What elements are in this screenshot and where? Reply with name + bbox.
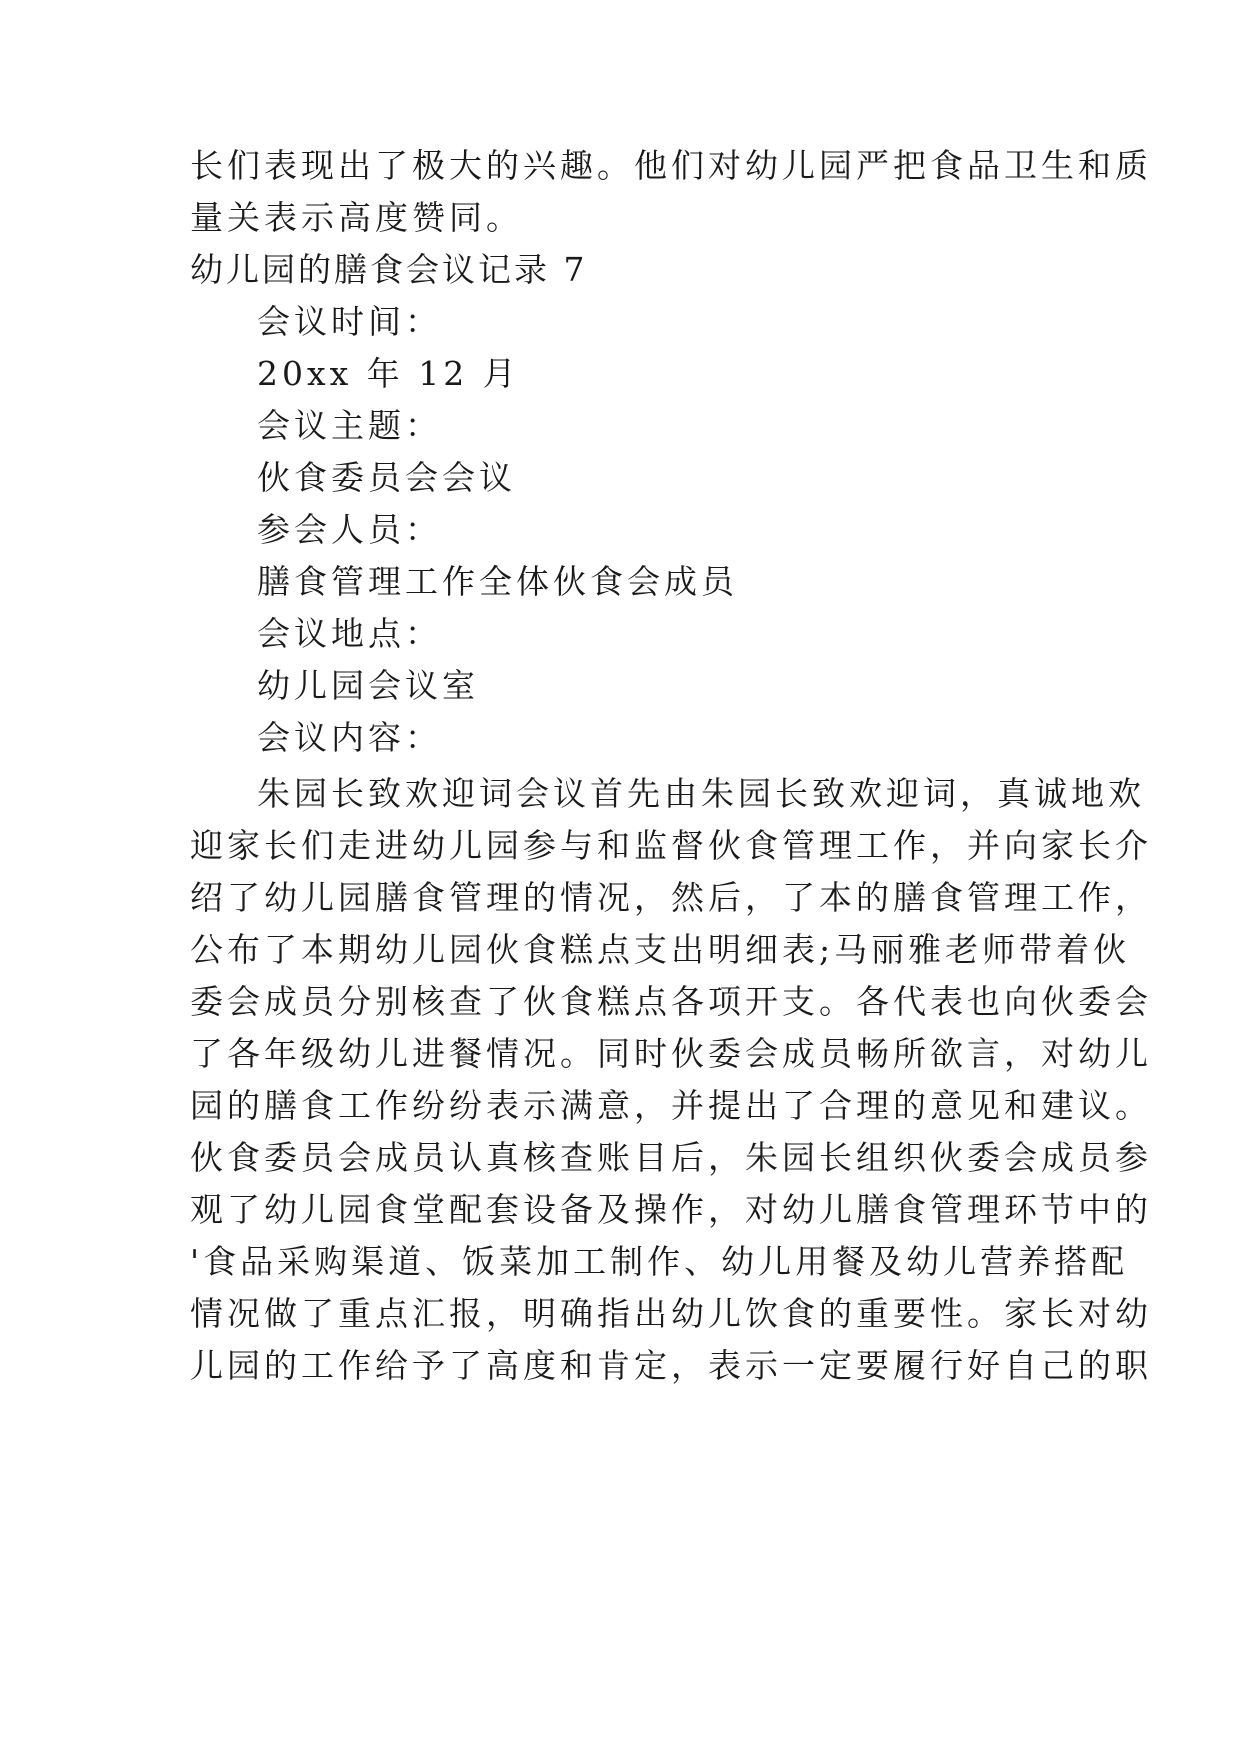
paragraph-line: 观了幼儿园食堂配套设备及操作，对幼儿膳食管理环节中的 xyxy=(190,1190,1152,1229)
paragraph-line: 委会成员分别核查了伙食糕点各项开支。各代表也向伙委会 xyxy=(190,982,1152,1021)
paragraph-line: 伙食委员会成员认真核查账目后，朱园长组织伙委会成员参 xyxy=(190,1138,1152,1177)
field-label-attendees: 参会人员： xyxy=(257,510,442,549)
paragraph-line: 了各年级幼儿进餐情况。同时伙委会成员畅所欲言，对幼儿 xyxy=(190,1034,1152,1073)
paragraph-line: 长们表现出了极大的兴趣。他们对幼儿园严把食品卫生和质 xyxy=(190,146,1152,185)
paragraph-line: 儿园的工作给予了高度和肯定，表示一定要履行好自己的职 xyxy=(190,1346,1152,1385)
paragraph-line: 朱园长致欢迎词会议首先由朱园长致欢迎词，真诚地欢 xyxy=(257,774,1145,813)
field-label-time: 会议时间： xyxy=(257,302,442,341)
paragraph-line: 绍了幼儿园膳食管理的情况，然后，了本的膳食管理工作， xyxy=(190,878,1152,917)
field-label-content: 会议内容： xyxy=(257,718,442,757)
paragraph-line: 园的膳食工作纷纷表示满意，并提出了合理的意见和建议。 xyxy=(190,1086,1152,1125)
section-title: 幼儿园的膳食会议记录 7 xyxy=(190,250,588,289)
field-label-location: 会议地点： xyxy=(257,614,442,653)
paragraph-line: '食品采购渠道、饭菜加工制作、幼儿用餐及幼儿营养搭配 xyxy=(190,1242,1129,1281)
field-value-topic: 伙食委员会会议 xyxy=(257,458,516,497)
paragraph-line: 公布了本期幼儿园伙食糕点支出明细表;马丽雅老师带着伙 xyxy=(190,930,1131,969)
paragraph-line: 量关表示高度赞同。 xyxy=(190,198,523,237)
field-label-topic: 会议主题： xyxy=(257,406,442,445)
field-value-location: 幼儿园会议室 xyxy=(257,666,479,705)
field-value-time: 20xx 年 12 月 xyxy=(257,354,520,393)
field-value-attendees: 膳食管理工作全体伙食会成员 xyxy=(257,562,738,601)
paragraph-line: 迎家长们走进幼儿园参与和监督伙食管理工作，并向家长介 xyxy=(190,826,1152,865)
paragraph-line: 情况做了重点汇报，明确指出幼儿饮食的重要性。家长对幼 xyxy=(190,1294,1152,1333)
